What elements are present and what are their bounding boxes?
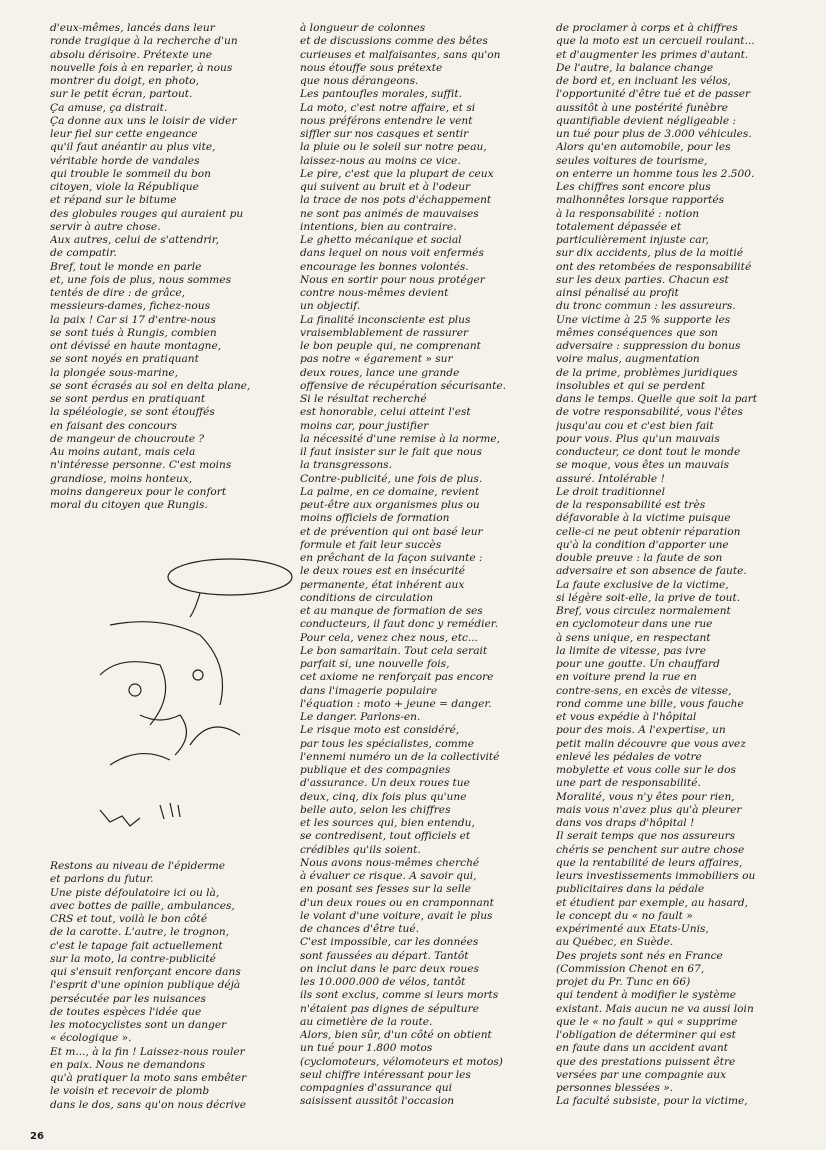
text-line: le concept du « no fault » (556, 909, 693, 922)
text-line: se contredisent, tout officiels et (300, 830, 471, 843)
text-line: mobylette et vous colle sur le dos (556, 764, 736, 776)
text-line: adversaire : suppression du bonus (556, 340, 741, 352)
column-1-bottom (50, 860, 290, 1150)
text-line: on enterre un homme tous les 2.500. (556, 167, 755, 180)
text-line: les 10.000.000 de vélos, tantôt (300, 976, 466, 988)
text-line: le voisin et recevoir de plomb (50, 1085, 210, 1098)
text-line: que la moto est un cercueil roulant... (556, 35, 755, 48)
text-line: siffler sur nos casques et sentir (300, 128, 469, 140)
text-line: le bon peuple qui, ne comprenant (300, 340, 481, 352)
text-line: qui s'ensuit renforçant encore dans (50, 966, 241, 978)
text-line: la transgressons. (300, 459, 392, 472)
text-line: à la responsabilité : notion (556, 207, 700, 220)
text-line: nous préférons entendre le vent (300, 114, 473, 127)
text-line: et étudient par exemple, au hasard, (556, 896, 749, 909)
page-number: 26 (30, 1131, 44, 1142)
text-line: qu'il faut anéantir au plus vite, (50, 141, 216, 154)
text-line: nouvelle fois à en reparler, à nous (50, 61, 233, 74)
text-line: qu'à pratiquer la moto sans embêter (50, 1072, 247, 1084)
text-line: de mangeur de choucroute ? (50, 432, 205, 445)
text-line: un tué pour plus de 3.000 véhicules. (556, 128, 752, 140)
text-line: d'assurance. Un deux roues tue (300, 777, 470, 790)
text-line: conducteur, ce dont tout le monde (556, 446, 741, 458)
text-line: l'opportunité d'être tué et de passer (556, 88, 751, 101)
text-line: adversaire et son absence de faute. (556, 565, 747, 578)
text-line: de votre responsabilité, vous l'êtes (556, 406, 743, 419)
text-line: de la prime, problèmes juridiques (556, 366, 738, 379)
text-line: mêmes conséquences que son (556, 326, 718, 339)
text-line: c'est le tapage fait actuellement (50, 939, 223, 952)
text-line: de chances d'être tué. (300, 923, 419, 935)
text-line: La faculté subsiste, pour la victime, (556, 1095, 748, 1108)
text-line: à longueur de colonnes (300, 22, 426, 34)
text-line: nous étouffe sous prétexte (300, 61, 443, 74)
text-line: Alors qu'en automobile, pour les (556, 141, 731, 154)
text-line: que des prestations puissent être (556, 1055, 736, 1068)
text-line: un objectif. (300, 300, 361, 313)
text-line: ils sont exclus, comme si leurs morts (300, 989, 499, 1002)
text-line: Ça amuse, ça distrait. (50, 101, 168, 114)
text-line: qui tendent à modifier le système (556, 989, 736, 1002)
text-line: le deux roues est en insécurité (300, 565, 466, 578)
text-line: Des projets sont nés en France (556, 949, 723, 962)
column-1-top (50, 22, 290, 532)
text-line: pour une goutte. Un chauffard (556, 658, 720, 670)
text-line: La moto, c'est notre affaire, et si (300, 101, 476, 114)
text-line: une part de responsabilité. (556, 777, 701, 790)
text-line: parfait si, une nouvelle fois, (300, 658, 450, 670)
text-line: se sont tués à Rungis, combien (50, 326, 217, 339)
text-line: et d'augmenter les primes d'autant. (556, 48, 749, 61)
text-line: de la responsabilité est très (556, 499, 706, 511)
text-line: ne sont pas animés de mauvaises (300, 207, 479, 220)
text-line: Le danger. Parlons-en. (300, 711, 421, 723)
text-line: publique et des compagnies (300, 764, 451, 776)
text-line: conducteurs, il faut donc y remédier. (300, 618, 499, 631)
text-line: à évaluer ce risque. A savoir qui, (300, 870, 477, 882)
text-line: Contre-publicité, une fois de plus. (300, 472, 483, 485)
text-line: dans vos draps d'hôpital ! (556, 817, 695, 829)
text-line: conditions de circulation (300, 591, 434, 604)
text-line: saisissent aussitôt l'occasion (300, 1095, 455, 1108)
text-line: peut-être aux organismes plus ou (300, 499, 480, 511)
text-line: jusqu'au cou et c'est bien fait (556, 419, 714, 432)
text-line: la pluie ou le soleil sur notre peau, (300, 141, 487, 154)
text-line: offensive de récupération sécurisante. (300, 379, 506, 392)
text-line: pas notre « égarement » sur (300, 353, 453, 366)
text-line: n'intéresse personne. C'est moins (50, 459, 232, 472)
text-line: dans lequel on nous voit enfermés (300, 247, 484, 260)
text-line: l'obligation de déterminer qui est (556, 1029, 736, 1041)
text-line: qui suivent au bruit et à l'odeur (300, 181, 471, 193)
text-line: Le ghetto mécanique et social (300, 234, 462, 246)
text-line: « écologique ». (50, 1032, 132, 1045)
text-line: grandiose, moins honteux, (50, 472, 193, 485)
text-line: un tué pour 1.800 motos (300, 1042, 433, 1055)
text-line: existant. Mais aucun ne va aussi loin (556, 1002, 754, 1015)
text-line: Alors, bien sûr, d'un côté on obtient (300, 1029, 492, 1041)
text-line: moins officiels de formation (300, 512, 450, 525)
text-line: ronde tragique à la recherche d'un (50, 35, 238, 48)
text-line: se sont écrasés au sol en delta plane, (50, 379, 251, 392)
text-line: en prêchant de la façon suivante : (300, 552, 483, 564)
text-line: deux, cinq, dix fois plus qu'une (300, 790, 467, 803)
text-line: crédibles qu'ils soient. (300, 843, 421, 856)
text-line: ont des retombées de responsabilité (556, 260, 752, 273)
text-line: Et m..., à la fin ! Laissez-nous rouler (50, 1045, 245, 1058)
text-line: personnes blessées ». (556, 1082, 674, 1094)
text-line: moins dangereux pour le confort (50, 485, 227, 498)
text-line: Bref, vous circulez normalement (556, 605, 731, 617)
text-line: chéris se penchent sur autre chose (556, 843, 745, 856)
text-line: moral du citoyen que Rungis. (50, 499, 208, 511)
text-line: de toutes espèces l'idée que (50, 1005, 202, 1018)
text-line: Ça donne aux uns le loisir de vider (50, 114, 237, 127)
text-line: insolubles et qui se perdent (556, 379, 706, 392)
text-line: ainsi pénalisé au profit (556, 287, 679, 299)
text-line: Il serait temps que nos assureurs (556, 830, 736, 843)
text-line: CRS et tout, voilà le bon côté (50, 913, 208, 925)
text-line: au cimetière de la route. (300, 1015, 433, 1028)
text-line: seules voitures de tourisme, (556, 154, 708, 167)
text-line: et répand sur le bitume (50, 194, 177, 207)
text-line: La finalité inconsciente est plus (300, 313, 471, 326)
text-line: pour des mois. A l'expertise, un (556, 724, 726, 737)
text-line: contre nous-mêmes devient (300, 287, 449, 299)
text-line: Une victime à 25 % supporte les (556, 313, 731, 326)
text-line: l'esprit d'une opinion publique déjà (50, 979, 241, 992)
text-line: enlevé les pédales de votre (556, 750, 702, 763)
text-line: laissez-nous au moins ce vice. (300, 154, 461, 167)
text-line: que le « no fault » qui « supprime (556, 1015, 738, 1028)
text-line: messieurs-dames, fichez-nous (50, 300, 211, 313)
text-line: aussitôt à une postérité funèbre (556, 101, 729, 114)
cartoon-illustration (80, 555, 295, 845)
text-line: montrer du doigt, en photo, (50, 75, 200, 87)
text-line: l'équation : moto + jeune = danger. (300, 697, 492, 710)
text-line: véritable horde de vandales (50, 154, 200, 167)
text-line: et parlons du futur. (50, 873, 154, 886)
text-line: Nous avons nous-mêmes cherché (300, 856, 480, 869)
text-line: la spéléologie, se sont étouffés (50, 406, 215, 419)
text-line: la nécessité d'une remise à la norme, (300, 432, 501, 445)
text-line: leurs investissements immobiliers ou (556, 870, 756, 882)
text-line: versées par une compagnie aux (556, 1068, 727, 1081)
text-line: Les pantoufles morales, suffit. (300, 88, 463, 101)
text-line: si légère soit-elle, la prive de tout. (556, 591, 741, 604)
text-line: publicitaires dans la pédale (556, 883, 705, 896)
column-2 (300, 22, 550, 1148)
text-line: de compatir. (50, 247, 117, 260)
text-line: Le droit traditionnel (556, 485, 666, 498)
text-line: l'ennemi numéro un de la collectivité (300, 750, 500, 763)
text-line: expérimenté aux Etats-Unis, (556, 923, 709, 935)
text-line: et au manque de formation de ses (300, 605, 483, 617)
text-line: Bref, tout le monde en parle (50, 260, 202, 273)
text-line: dans le dos, sans qu'on nous décrive (50, 1098, 247, 1111)
text-line: formule et fait leur succès (300, 538, 442, 551)
text-line: particulièrement injuste car, (556, 234, 709, 246)
text-line: sur le petit écran, partout. (50, 88, 193, 101)
text-line: deux roues, lance une grande (300, 366, 460, 379)
text-line: mais vous n'avez plus qu'à pleurer (556, 803, 742, 816)
text-line: du tronc commun : les assureurs. (556, 300, 736, 313)
text-line: curieuses et malfaisantes, sans qu'on (300, 48, 501, 61)
text-line: en voiture prend la rue en (556, 671, 697, 684)
text-line: d'un deux roues ou en cramponnant (300, 896, 494, 909)
text-line: est honorable, celui atteint l'est (300, 406, 471, 419)
text-line: Les chiffres sont encore plus (556, 181, 711, 193)
text-line: servir à autre chose. (50, 220, 161, 233)
text-line: Moralité, vous n'y êtes pour rien, (556, 790, 735, 803)
text-line: de proclamer à corps et à chiffres (556, 22, 738, 34)
text-line: compagnies d'assurance qui (300, 1082, 452, 1094)
text-line: Le pire, c'est que la plupart de ceux (300, 167, 494, 180)
text-line: De l'autre, la balance change (556, 61, 714, 74)
text-line: en faute dans un accident avant (556, 1042, 728, 1055)
text-line: La faute exclusive de la victime, (556, 578, 729, 591)
text-line: et de prévention qui ont basé leur (300, 525, 483, 538)
text-line: encourage les bonnes volontés. (300, 260, 469, 273)
text-line: se sont perdus en pratiquant (50, 393, 206, 405)
text-line: et, une fois de plus, nous sommes (50, 273, 232, 286)
text-line: absolu dérisoire. Prétexte une (50, 48, 213, 61)
text-line: sont faussées au départ. Tantôt (300, 949, 469, 962)
text-line: voire malus, augmentation (556, 353, 700, 366)
text-line: au Québec, en Suède. (556, 936, 674, 949)
text-line: Le risque moto est considéré, (300, 724, 460, 737)
text-line: par tous les spécialistes, comme (300, 737, 474, 750)
text-line: celle-ci ne peut obtenir réparation (556, 525, 741, 538)
text-line: double preuve : la faute de son (556, 552, 723, 564)
text-line: et vous expédie à l'hôpital (556, 711, 697, 723)
text-line: moins car, pour justifier (300, 419, 429, 432)
text-line: contre-sens, en excès de vitesse, (556, 684, 732, 697)
text-line: citoyen, viole la République (50, 181, 199, 193)
text-line: projet du Pr. Tunc en 66) (556, 976, 691, 988)
text-line: permanente, état inhérent aux (300, 578, 465, 591)
text-line: intentions, bien au contraire. (300, 220, 457, 233)
text-line: on inclut dans le parc deux roues (300, 962, 479, 975)
text-line: n'étaient pas dignes de sépulture (300, 1002, 479, 1015)
text-line: totalement dépassée et (556, 220, 682, 233)
text-line: persécutée par les nuisances (50, 992, 206, 1005)
text-line: (cyclomoteurs, vélomoteurs et motos) (300, 1055, 503, 1068)
text-line: rond comme une bille, vous fauche (556, 697, 744, 710)
text-line: Une piste défoulatoire ici ou là, (50, 886, 220, 899)
text-line: Si le résultat recherché (300, 393, 427, 405)
text-line: sur les deux parties. Chacun est (556, 273, 729, 286)
text-line: cet axiome ne renforçait pas encore (300, 671, 494, 684)
text-line: qu'à la condition d'apporter une (556, 538, 729, 551)
text-line: sur dix accidents, plus de la moitié (556, 247, 744, 260)
text-line: des globules rouges qui auraient pu (50, 207, 244, 220)
text-line: la plongée sous-marine, (50, 366, 179, 379)
text-line: La palme, en ce domaine, revient (300, 485, 480, 498)
text-line: dans le temps. Quelle que soit la part (556, 393, 758, 405)
text-line: Le bon samaritain. Tout cela serait (300, 644, 488, 657)
text-line: (Commission Chenot en 67, (556, 962, 705, 975)
text-line: pour vous. Plus qu'un mauvais (556, 432, 720, 445)
text-line: de bord et, en incluant les vélos, (556, 75, 731, 87)
text-line: vraisemblablement de rassurer (300, 326, 469, 339)
text-line: défavorable à la victime puisque (556, 512, 731, 525)
text-line: Pour cela, venez chez nous, etc... (300, 631, 478, 644)
text-line: malhonnêtes lorsque rapportés (556, 194, 725, 207)
text-line: se moque, vous êtes un mauvais (556, 459, 730, 472)
text-line: en faisant des concours (50, 419, 177, 432)
text-line: la paix ! Car si 17 d'entre-nous (50, 313, 216, 326)
text-line: Aux autres, celui de s'attendrir, (50, 234, 220, 246)
text-line: ont dévissé en haute montagne, (50, 340, 222, 352)
text-line: C'est impossible, car les données (300, 936, 479, 949)
text-line: Au moins autant, mais cela (50, 446, 196, 458)
text-line: se sont noyés en pratiquant (50, 353, 199, 366)
text-line: Restons au niveau de l'épiderme (50, 860, 226, 872)
text-line: la limite de vitesse, pas ivre (556, 644, 706, 657)
text-line: petit malin découvre que vous avez (556, 737, 746, 750)
text-line: seul chiffre intéressant pour les (300, 1068, 471, 1081)
text-line: la trace de nos pots d'échappement (300, 194, 492, 207)
text-line: le volant d'une voiture, avait le plus (300, 909, 493, 922)
text-line: quantifiable devient négligeable : (556, 114, 737, 127)
text-line: que la rentabilité de leurs affaires, (556, 856, 743, 869)
text-line: en cyclomoteur dans une rue (556, 618, 713, 631)
text-line: les motocyclistes sont un danger (50, 1019, 227, 1031)
text-line: que nous dérangeons. (300, 75, 419, 87)
text-line: assuré. Intolérable ! (556, 472, 665, 485)
text-line: leur fiel sur cette engeance (50, 128, 198, 140)
text-line: et de discussions comme des bêtes (300, 35, 488, 48)
text-line: dans l'imagerie populaire (300, 684, 438, 697)
text-line: tentés de dire : de grâce, (50, 287, 186, 299)
column-3 (556, 22, 818, 1148)
text-line: en paix. Nous ne demandons (50, 1058, 206, 1071)
text-line: à sens unique, en respectant (556, 631, 711, 644)
text-line: avec bottes de paille, ambulances, (50, 899, 235, 912)
text-line: il faut insister sur le fait que nous (300, 446, 482, 458)
text-line: d'eux-mêmes, lancés dans leur (50, 22, 215, 34)
text-line: belle auto, selon les chiffres (300, 803, 451, 816)
text-line: qui trouble le sommeil du bon (50, 167, 211, 180)
text-line: sur la moto, la contre-publicité (50, 952, 216, 965)
text-line: et les sources qui, bien entendu, (300, 817, 475, 829)
text-line: de la carotte. L'autre, le trognon, (50, 926, 230, 939)
text-line: en posant ses fesses sur la selle (300, 883, 471, 896)
text-line: Nous en sortir pour nous protéger (300, 273, 485, 286)
